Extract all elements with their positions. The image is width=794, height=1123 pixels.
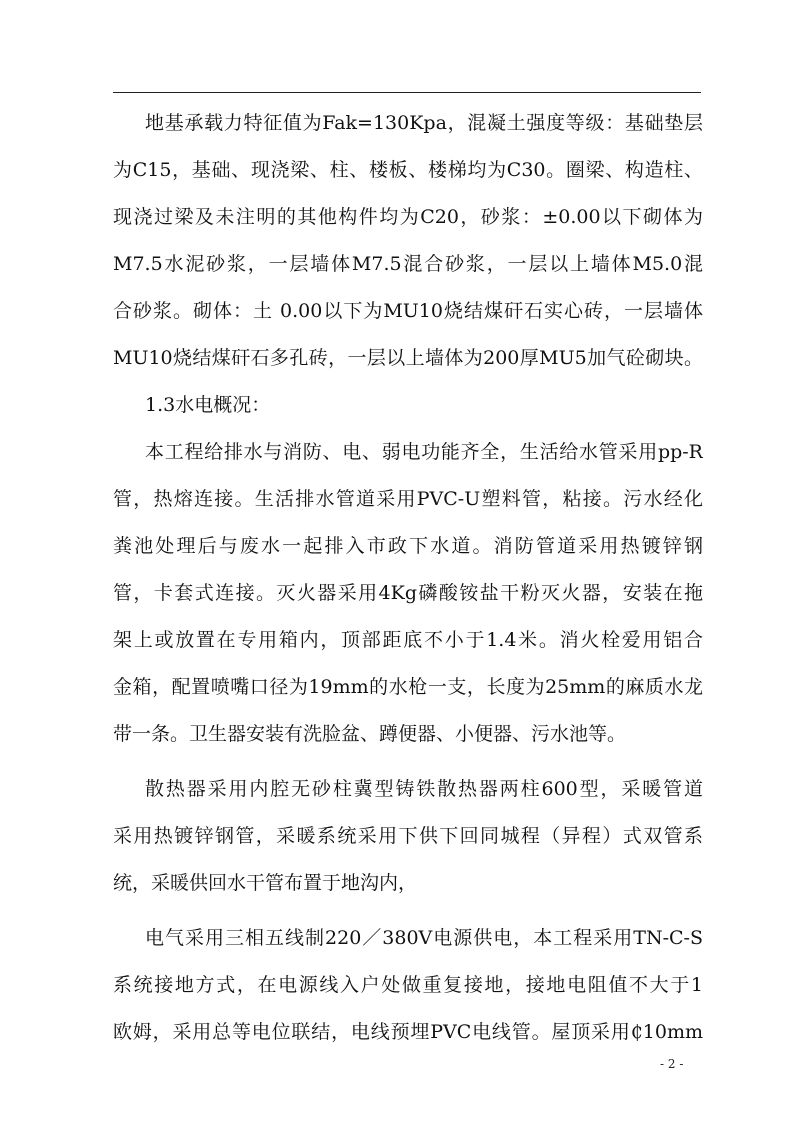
page-number: - 2 - bbox=[660, 1057, 684, 1071]
text-line: 为C15，基础、现浇梁、柱、楼板、楼梯均为C30。圈梁、构造柱、 bbox=[113, 159, 703, 181]
text-line: 本工程给排水与消防、电、弱电功能齐全，生活给水管采用pp-R bbox=[145, 441, 703, 463]
header-rule bbox=[113, 92, 701, 93]
text-line: 统，采暖供回水干管布置于地沟内， bbox=[113, 872, 418, 894]
text-line: 现浇过梁及未注明的其他构件均为C20，砂浆：±0.00以下砌体为 bbox=[113, 206, 703, 228]
text-line: 合砂浆。砌体：土 0.00以下为MU10烧结煤矸石实心砖，一层墙体 bbox=[113, 300, 703, 322]
text-line: 管，热熔连接。生活排水管道采用PVC-U塑料管，粘接。污水经化 bbox=[113, 488, 703, 510]
text-line: 电气采用三相五线制220／380V电源供电，本工程采用TN-C-S bbox=[145, 927, 703, 949]
text-line: M7.5水泥砂浆，一层墙体M7.5混合砂浆，一层以上墙体M5.0混 bbox=[113, 253, 703, 275]
text-line: 管，卡套式连接。灭火器采用4Kg磷酸铵盐干粉灭火器，安装在拖 bbox=[113, 582, 703, 604]
text-line: MU10烧结煤矸石多孔砖，一层以上墙体为200厚MU5加气砼砌块。 bbox=[113, 347, 703, 369]
text-line: 地基承载力特征值为Fak=130Kpa，混凝土强度等级：基础垫层 bbox=[145, 112, 703, 134]
text-line: 欧姆，采用总等电位联结，电线预埋PVC电线管。屋顶采用₵10mm bbox=[113, 1021, 703, 1043]
text-line: 架上或放置在专用箱内，顶部距底不小于1.4米。消火栓爱用铝合 bbox=[113, 629, 703, 651]
text-line: 粪池处理后与废水一起排入市政下水道。消防管道采用热镀锌钢 bbox=[113, 535, 703, 557]
text-line: 带一条。卫生器安装有洗脸盆、蹲便器、小便器、污水池等。 bbox=[113, 723, 627, 745]
section-heading: 1.3水电概况： bbox=[145, 394, 271, 416]
text-line: 金箱，配置喷嘴口径为19mm的水枪一支，长度为25mm的麻质水龙 bbox=[113, 676, 703, 698]
text-line: 散热器采用内腔无砂柱冀型铸铁散热器两柱600型，采暖管道 bbox=[145, 778, 703, 800]
text-line: 系统接地方式，在电源线入户处做重复接地，接地电阻值不大于1 bbox=[113, 974, 703, 996]
text-line: 采用热镀锌钢管，采暖系统采用下供下回同城程（异程）式双管系 bbox=[113, 825, 703, 847]
document-body bbox=[113, 100, 703, 1056]
